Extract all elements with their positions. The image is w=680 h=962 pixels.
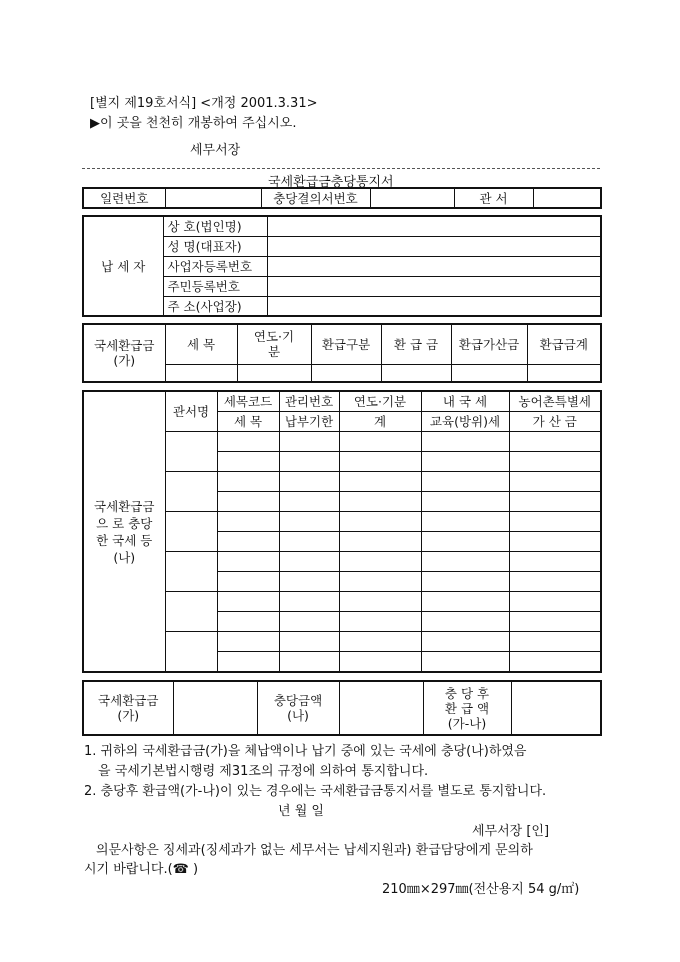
form-title: 국세환급금충당통지서: [268, 175, 394, 190]
offset-cell: [217, 431, 279, 451]
offset-cell: [339, 471, 421, 491]
offset-header-mgmt-number: 관리번호: [279, 391, 339, 411]
open-notice: ▶이 곳을 천천히 개봉하여 주십시오.: [90, 116, 297, 131]
refund-header-interest: 환급가산금: [451, 324, 527, 364]
offset-cell: [279, 572, 339, 592]
offset-cell: [339, 612, 421, 632]
offset-cell: [279, 632, 339, 652]
offset-header-office: 관서명: [165, 391, 217, 431]
taxpayer-group-label: 납 세 자: [83, 216, 163, 316]
taxpayer-table: [82, 215, 602, 317]
offset-cell: [217, 491, 279, 511]
office-label: 관 서: [454, 188, 533, 208]
offset-cell: [421, 531, 509, 551]
summary-after-label: 충 당 후 환 급 액 (가-나): [423, 681, 511, 735]
summary-refund-value: [173, 681, 257, 735]
taxpayer-field-value: [267, 256, 601, 276]
offset-cell: [339, 431, 421, 451]
offset-cell: [509, 431, 601, 451]
offset-cell: [509, 592, 601, 612]
offset-cell: [421, 552, 509, 572]
offset-cell: [279, 531, 339, 551]
offset-cell: [509, 652, 601, 672]
refund-label: 국세환급금 (가): [83, 324, 165, 382]
note-2: 2. 충당후 환급액(가-나)이 있는 경우에는 국세환급금통지서를 별도로 통지합니다.: [84, 784, 547, 799]
taxpayer-field-label: 주 소(사업장): [163, 296, 267, 316]
inquiry-line-2: 시기 바랍니다.(☎ ): [84, 862, 199, 877]
offset-office-cell: [165, 552, 217, 592]
id-row-table: [82, 187, 602, 209]
offset-cell: [339, 592, 421, 612]
office-value: [533, 188, 601, 208]
decision-number-label: 충당결의서번호: [261, 188, 370, 208]
taxpayer-field-label: 상 호(법인명): [163, 216, 267, 236]
summary-after-value: [511, 681, 601, 735]
offset-cell: [217, 592, 279, 612]
offset-header-tax-code: 세목코드: [217, 391, 279, 411]
offset-header-due-date: 납부기한: [279, 411, 339, 431]
summary-table: [82, 680, 602, 736]
offset-cell: [509, 491, 601, 511]
offset-cell: [421, 491, 509, 511]
offset-cell: [509, 451, 601, 471]
offset-header-penalty: 가 산 금: [509, 411, 601, 431]
offset-cell: [509, 632, 601, 652]
offset-cell: [339, 652, 421, 672]
offset-cell: [339, 531, 421, 551]
taxpayer-field-value: [267, 216, 601, 236]
offset-cell: [217, 552, 279, 572]
taxpayer-field-label: 주민등록번호: [163, 276, 267, 296]
cut-line: [82, 168, 600, 169]
offset-label: 국세환급금 으 로 충당 한 국세 등 (나): [83, 391, 165, 672]
offset-cell: [509, 612, 601, 632]
offset-cell: [421, 612, 509, 632]
inquiry-line-1: 의문사항은 징세과(징세과가 없는 세무서는 납세지원과) 환급담당에게 문의하: [96, 843, 533, 858]
offset-cell: [421, 431, 509, 451]
offset-cell: [217, 511, 279, 531]
refund-value-cell: [311, 364, 381, 382]
date-line: 년 월 일: [278, 804, 324, 819]
office-addressee: 세무서장: [190, 143, 241, 158]
offset-cell: [217, 471, 279, 491]
offset-cell: [217, 612, 279, 632]
offset-cell: [279, 451, 339, 471]
offset-cell: [217, 451, 279, 471]
offset-cell: [279, 431, 339, 451]
offset-header-education-tax: 교육(방위)세: [421, 411, 509, 431]
taxpayer-field-label: 사업자등록번호: [163, 256, 267, 276]
offset-header-tax-item: 세 목: [217, 411, 279, 431]
summary-offset-value: [339, 681, 423, 735]
refund-header-total: 환급금계: [527, 324, 601, 364]
refund-header-tax-item: 세 목: [165, 324, 237, 364]
taxpayer-field-value: [267, 276, 601, 296]
offset-cell: [509, 471, 601, 491]
offset-office-cell: [165, 511, 217, 551]
offset-cell: [279, 612, 339, 632]
offset-office-cell: [165, 592, 217, 632]
offset-cell: [509, 552, 601, 572]
offset-cell: [339, 552, 421, 572]
decision-number-value: [370, 188, 454, 208]
offset-cell: [339, 632, 421, 652]
offset-cell: [509, 511, 601, 531]
refund-value-cell: [237, 364, 311, 382]
offset-cell: [421, 451, 509, 471]
taxpayer-field-label: 성 명(대표자): [163, 236, 267, 256]
refund-header-year-period: 연도·기 분: [237, 324, 311, 364]
offset-office-cell: [165, 471, 217, 511]
refund-value-cell: [381, 364, 451, 382]
offset-cell: [279, 552, 339, 572]
offset-cell: [279, 511, 339, 531]
offset-cell: [279, 592, 339, 612]
note-1-line-2: 을 국세기본법시행령 제31조의 규정에 의하여 통지합니다.: [98, 764, 429, 779]
serial-value: [165, 188, 261, 208]
refund-value-cell: [165, 364, 237, 382]
refund-header-type: 환급구분: [311, 324, 381, 364]
offset-header-national-tax: 내 국 세: [421, 391, 509, 411]
offset-header-year-period: 연도·기분: [339, 391, 421, 411]
offset-cell: [217, 531, 279, 551]
offset-cell: [279, 471, 339, 491]
refund-value-cell: [451, 364, 527, 382]
summary-refund-label: 국세환급금 (가): [83, 681, 173, 735]
offset-office-cell: [165, 431, 217, 471]
offset-cell: [217, 572, 279, 592]
offset-office-cell: [165, 632, 217, 672]
offset-cell: [339, 451, 421, 471]
offset-cell: [421, 592, 509, 612]
refund-header-amount: 환 급 금: [381, 324, 451, 364]
offset-cell: [421, 652, 509, 672]
taxpayer-field-value: [267, 236, 601, 256]
offset-cell: [421, 572, 509, 592]
offset-cell: [421, 511, 509, 531]
paper-spec: 210㎜×297㎜(전산용지 54 g/㎡): [382, 882, 580, 897]
serial-label: 일련번호: [83, 188, 165, 208]
summary-offset-label: 충당금액 (나): [257, 681, 339, 735]
taxpayer-field-value: [267, 296, 601, 316]
note-1-line-1: 1. 귀하의 국세환급금(가)을 체납액이나 납기 중에 있는 국세에 충당(나)하였음: [84, 744, 527, 759]
offset-cell: [217, 632, 279, 652]
offset-table: [82, 390, 602, 673]
signature-line: 세무서장 [인]: [472, 824, 550, 839]
offset-header-sum: 계: [339, 411, 421, 431]
offset-cell: [279, 491, 339, 511]
offset-header-rural-tax: 농어촌특별세: [509, 391, 601, 411]
offset-cell: [339, 511, 421, 531]
offset-cell: [339, 491, 421, 511]
refund-value-cell: [527, 364, 601, 382]
offset-cell: [217, 652, 279, 672]
offset-cell: [339, 572, 421, 592]
refund-table: [82, 323, 602, 383]
offset-cell: [421, 471, 509, 491]
form-reference: [별지 제19호서식] <개정 2001.3.31>: [90, 96, 318, 111]
offset-cell: [509, 572, 601, 592]
offset-cell: [421, 632, 509, 652]
offset-cell: [279, 652, 339, 672]
offset-cell: [509, 531, 601, 551]
